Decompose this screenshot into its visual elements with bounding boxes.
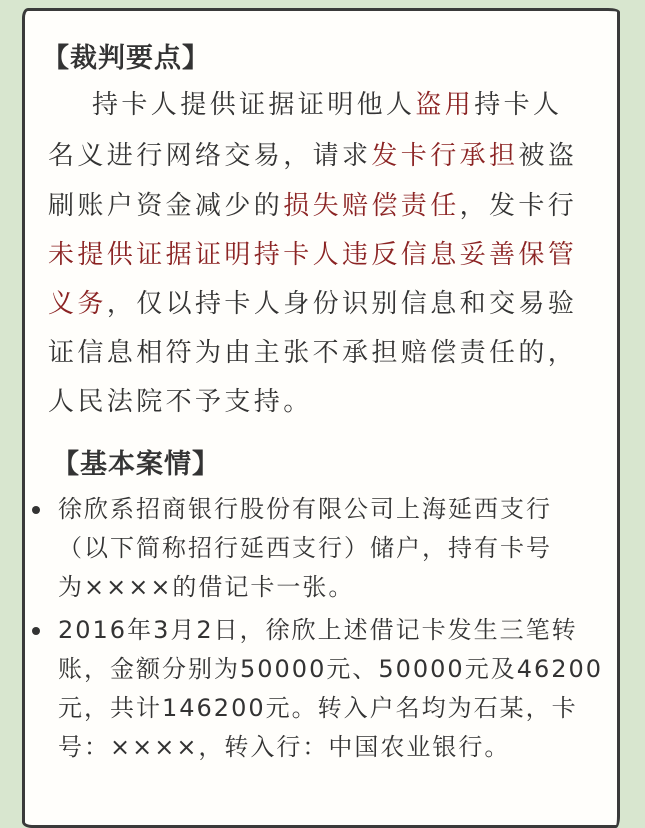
highlighted-text: 义务	[48, 289, 107, 319]
highlighted-text: 未提供证据证明持卡人违反信息妥善保管	[48, 240, 578, 270]
text-run: 持卡人	[474, 90, 563, 120]
ruling-line	[92, 90, 562, 120]
case-line: 元，共计146200元。转入户名均为石某，卡	[58, 694, 578, 722]
case-heading: 【基本案情】	[52, 449, 220, 480]
highlighted-text: 盗用	[415, 90, 475, 120]
case-line: 为××××的借记卡一张。	[58, 573, 355, 601]
text-run: 人民法院不予支持。	[48, 387, 313, 417]
case-line: 徐欣系招商银行股份有限公司上海延西支行	[58, 495, 552, 523]
ruling-line	[48, 240, 577, 270]
ruling-line	[48, 141, 577, 171]
text-run: 刷账户资金减少的	[48, 191, 284, 221]
text-run: 证信息相符为由主张不承担赔偿责任的，	[48, 338, 578, 368]
highlighted-text: 发卡行承担	[371, 141, 519, 171]
text-run: 名义进行网络交易，请求	[48, 141, 372, 171]
ruling-heading: 【裁判要点】	[42, 43, 210, 74]
bullet-icon	[32, 506, 40, 514]
case-line: 号：××××，转入行：中国农业银行。	[58, 733, 511, 761]
text-run: 被盗	[518, 141, 578, 171]
ruling-line	[48, 338, 577, 368]
case-line: 2016年3月2日，徐欣上述借记卡发生三笔转	[58, 616, 578, 644]
text-run: 持卡人提供证据证明他人	[92, 90, 416, 120]
text-run: ，发卡行	[459, 191, 578, 221]
ruling-line	[48, 387, 313, 417]
text-run: ，仅以持卡人身份识别信息和交易验	[106, 289, 578, 319]
case-line: （以下简称招行延西支行）储户，持有卡号	[58, 534, 552, 562]
bullet-icon	[32, 627, 40, 635]
ruling-line	[48, 289, 577, 319]
ruling-line	[48, 191, 577, 221]
highlighted-text: 损失赔偿责任	[283, 191, 460, 221]
case-line: 账，金额分别为50000元、50000元及46200	[58, 655, 604, 683]
